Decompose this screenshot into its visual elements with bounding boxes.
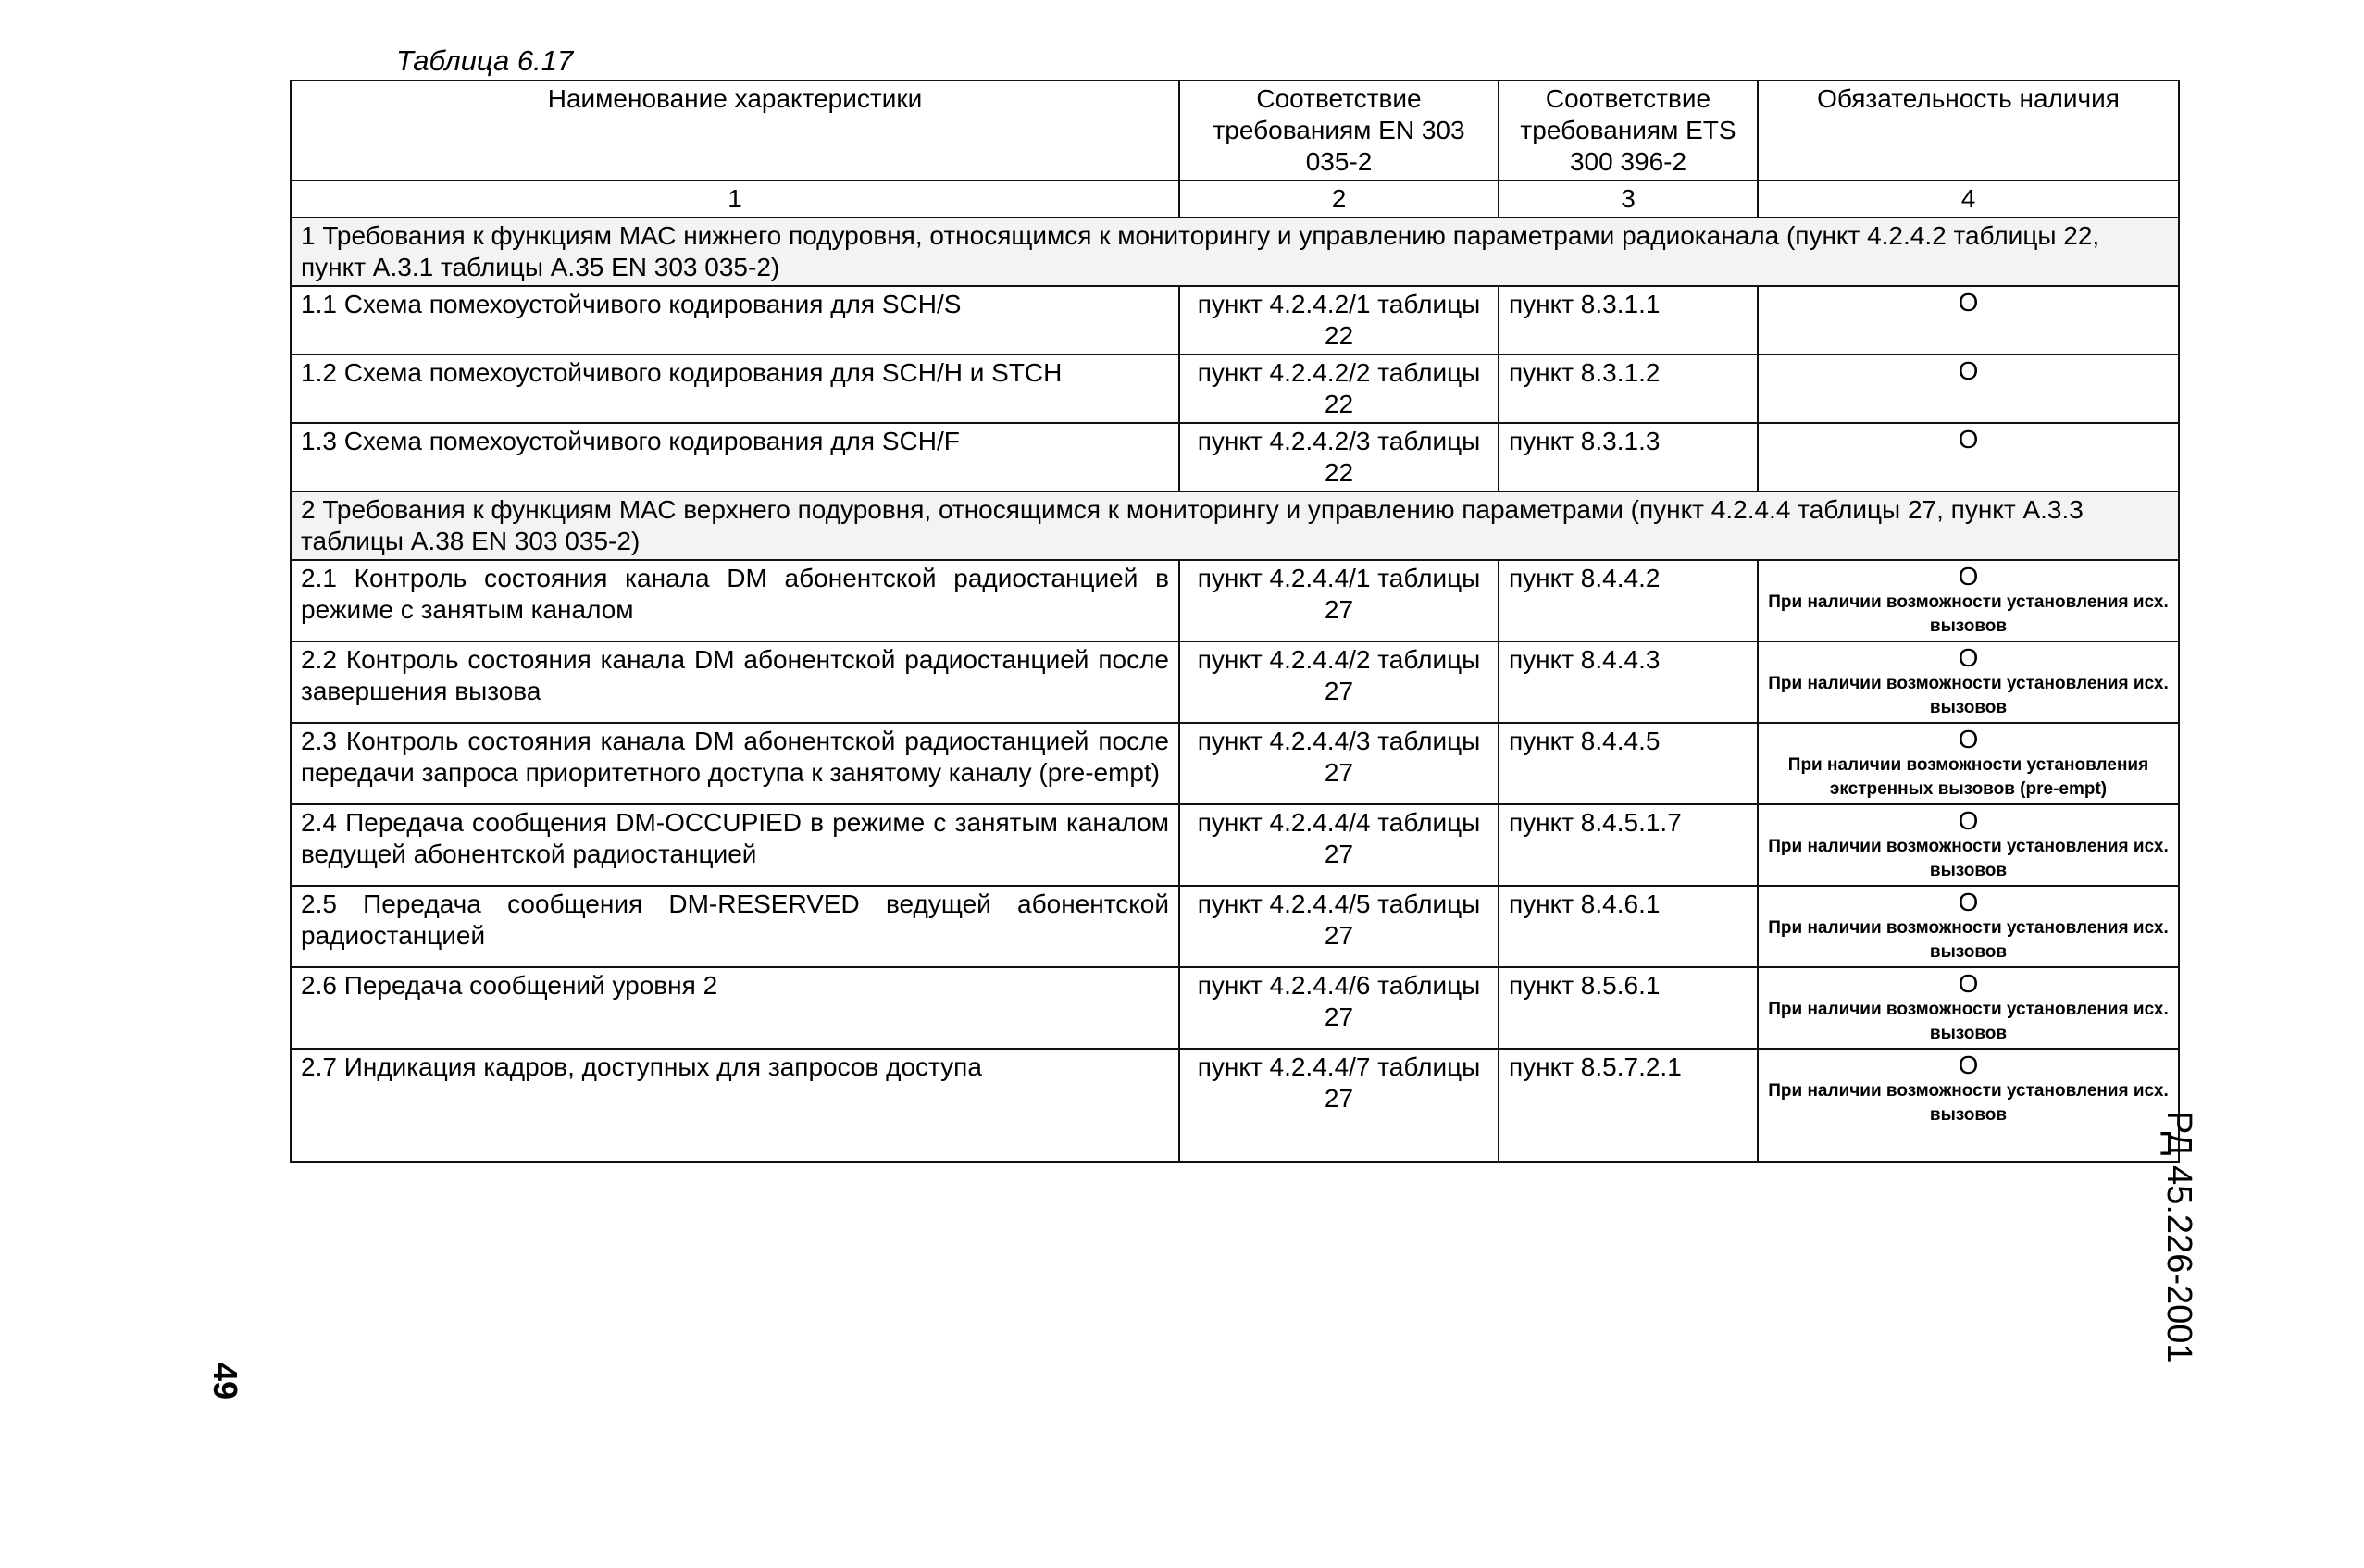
mandatory-mark: О [1958, 643, 1979, 672]
header-characteristic: Наименование характеристики [291, 81, 1179, 180]
header-ets-compliance: Соответствие требованиям ETS 300 396-2 [1499, 81, 1758, 180]
table-row [291, 804, 2179, 886]
row-en-ref: пункт 4.2.4.4/3 таблицы 27 [1179, 723, 1499, 804]
row-mandatory [1758, 1049, 2179, 1162]
mandatory-mark: О [1958, 425, 1979, 454]
row-name: 2.2 Контроль состояния канала DM абонентской радиостанцией после завершения вызова [291, 641, 1179, 723]
page-number: 49 [206, 1363, 244, 1400]
row-en-ref: пункт 4.2.4.4/5 таблицы 27 [1179, 886, 1499, 967]
row-name: 2.3 Контроль состояния канала DM абонентской радиостанцией после передачи запроса приоритетного доступа к занятому каналу (pre-empt) [291, 723, 1179, 804]
row-en-ref: пункт 4.2.4.2/2 таблицы 22 [1179, 355, 1499, 423]
row-name: 2.7 Индикация кадров, доступных для запросов доступа [291, 1049, 1179, 1162]
column-number: 1 [291, 180, 1179, 218]
row-mandatory [1758, 355, 2179, 423]
row-ets-ref: пункт 8.4.4.3 [1499, 641, 1758, 723]
header-en-compliance: Соответствие требованиям EN 303 035-2 [1179, 81, 1499, 180]
row-en-ref: пункт 4.2.4.4/2 таблицы 27 [1179, 641, 1499, 723]
mandatory-condition: При наличии возможности установления исх. вызовов [1768, 1081, 2169, 1125]
section-title: 1 Требования к функциям МАС нижнего подуровня, относящимся к мониторингу и управлению параметрами радиоканала (пункт 4.2.4.2 таблицы 22, пункт А.3.1 таблицы А.35 EN 303 035-2) [291, 218, 2179, 286]
row-mandatory [1758, 286, 2179, 355]
row-name: 1.2 Схема помехоустойчивого кодирования для SCH/H и STCH [291, 355, 1179, 423]
mandatory-mark: О [1958, 969, 1979, 998]
table-row [291, 723, 2179, 804]
mandatory-condition: При наличии возможности установления исх. вызовов [1768, 1000, 2169, 1043]
mandatory-condition: При наличии возможности установления исх. вызовов [1768, 837, 2169, 880]
row-name: 2.1 Контроль состояния канала DM абонентской радиостанцией в режиме с занятым каналом [291, 560, 1179, 641]
table-caption: Таблица 6.17 [396, 44, 574, 77]
row-en-ref: пункт 4.2.4.4/4 таблицы 27 [1179, 804, 1499, 886]
row-ets-ref: пункт 8.3.1.2 [1499, 355, 1758, 423]
column-number: 3 [1499, 180, 1758, 218]
row-ets-ref: пункт 8.4.4.2 [1499, 560, 1758, 641]
mandatory-mark: О [1958, 288, 1979, 317]
mandatory-condition: При наличии возможности установления исх. вызовов [1768, 918, 2169, 962]
row-mandatory [1758, 560, 2179, 641]
column-number-row [291, 180, 2179, 218]
document-code: РД 45.226-2001 [2159, 1111, 2198, 1363]
mandatory-condition: При наличии возможности установления экстренных вызовов (pre-empt) [1787, 755, 2149, 799]
table-row [291, 355, 2179, 423]
row-ets-ref: пункт 8.5.7.2.1 [1499, 1049, 1758, 1162]
row-name: 1.3 Схема помехоустойчивого кодирования для SCH/F [291, 423, 1179, 492]
requirements-table [290, 80, 2180, 1163]
section-row [291, 492, 2179, 560]
row-name: 1.1 Схема помехоустойчивого кодирования для SCH/S [291, 286, 1179, 355]
row-ets-ref: пункт 8.5.6.1 [1499, 967, 1758, 1049]
table-header-row [291, 81, 2179, 180]
section-title: 2 Требования к функциям МАС верхнего подуровня, относящимся к мониторингу и управлению параметрами (пункт 4.2.4.4 таблицы 27, пункт А.3.3 таблицы А.38 EN 303 035-2) [291, 492, 2179, 560]
row-en-ref: пункт 4.2.4.2/1 таблицы 22 [1179, 286, 1499, 355]
row-name: 2.4 Передача сообщения DM-OCCUPIED в режиме с занятым каналом ведущей абонентской радиостанцией [291, 804, 1179, 886]
row-mandatory [1758, 886, 2179, 967]
row-ets-ref: пункт 8.3.1.1 [1499, 286, 1758, 355]
row-mandatory [1758, 804, 2179, 886]
mandatory-mark: О [1958, 725, 1979, 753]
mandatory-mark: О [1958, 1051, 1979, 1079]
section-row [291, 218, 2179, 286]
mandatory-condition: При наличии возможности установления исх. вызовов [1768, 592, 2169, 636]
table-row [291, 641, 2179, 723]
table-row [291, 1049, 2179, 1162]
mandatory-mark: О [1958, 888, 1979, 916]
row-en-ref: пункт 4.2.4.4/1 таблицы 27 [1179, 560, 1499, 641]
row-mandatory [1758, 641, 2179, 723]
column-number: 4 [1758, 180, 2179, 218]
row-en-ref: пункт 4.2.4.4/6 таблицы 27 [1179, 967, 1499, 1049]
table-row [291, 286, 2179, 355]
table-row [291, 967, 2179, 1049]
row-mandatory [1758, 967, 2179, 1049]
row-en-ref: пункт 4.2.4.2/3 таблицы 22 [1179, 423, 1499, 492]
table-row [291, 886, 2179, 967]
row-ets-ref: пункт 8.3.1.3 [1499, 423, 1758, 492]
row-mandatory [1758, 423, 2179, 492]
table-row [291, 423, 2179, 492]
mandatory-condition: При наличии возможности установления исх. вызовов [1768, 674, 2169, 717]
mandatory-mark: О [1958, 562, 1979, 591]
mandatory-mark: О [1958, 356, 1979, 385]
table-row [291, 560, 2179, 641]
row-name: 2.6 Передача сообщений уровня 2 [291, 967, 1179, 1049]
column-number: 2 [1179, 180, 1499, 218]
row-mandatory [1758, 723, 2179, 804]
header-mandatory: Обязательность наличия [1758, 81, 2179, 180]
row-ets-ref: пункт 8.4.6.1 [1499, 886, 1758, 967]
row-ets-ref: пункт 8.4.4.5 [1499, 723, 1758, 804]
row-ets-ref: пункт 8.4.5.1.7 [1499, 804, 1758, 886]
row-name: 2.5 Передача сообщения DM-RESERVED ведущей абонентской радиостанцией [291, 886, 1179, 967]
mandatory-mark: О [1958, 806, 1979, 835]
row-en-ref: пункт 4.2.4.4/7 таблицы 27 [1179, 1049, 1499, 1162]
